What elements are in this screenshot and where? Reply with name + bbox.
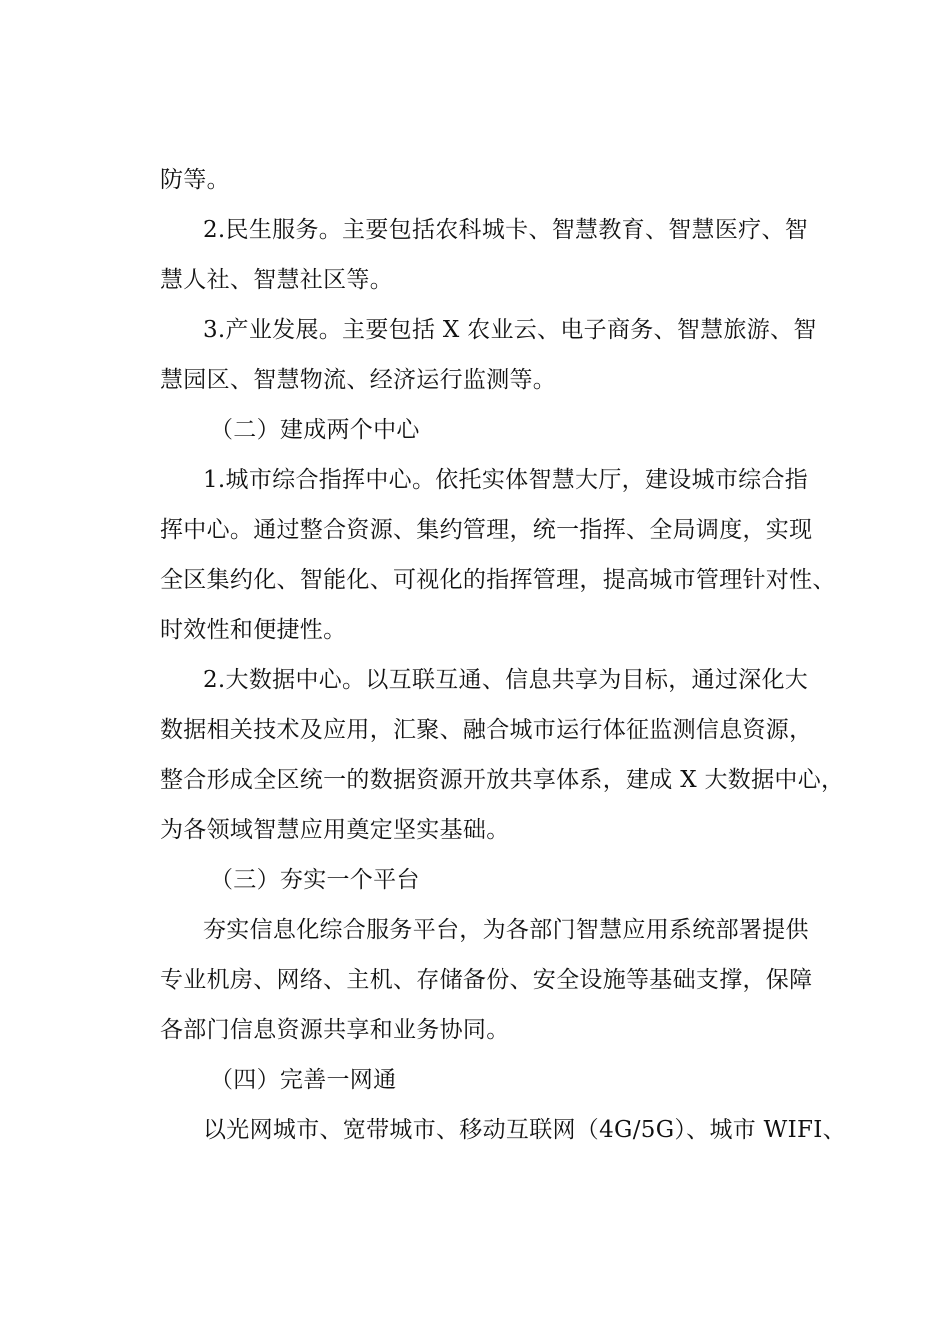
- text-line: 整合形成全区统一的数据资源开放共享体系，建成 X 大数据中心，: [160, 767, 845, 793]
- section-heading-one-network: （四）完善一网通: [210, 1067, 397, 1093]
- text-line: 为各领域智慧应用奠定坚实基础。: [160, 817, 510, 843]
- paragraph-network: 以光网城市、宽带城市、移动互联网（4G/5G）、城市 WIFI、: [203, 1117, 846, 1143]
- text-line: 全区集约化、智能化、可视化的指挥管理，提高城市管理针对性、: [160, 567, 836, 593]
- text-line: 数据相关技术及应用，汇聚、融合城市运行体征监测信息资源，: [160, 717, 813, 743]
- text-line: 防等。: [160, 167, 230, 193]
- section-heading-two-centers: （二）建成两个中心: [210, 417, 420, 443]
- text-line: 各部门信息资源共享和业务协同。: [160, 1017, 510, 1043]
- text-line: 时效性和便捷性。: [160, 617, 347, 643]
- paragraph-big-data-center: 2.大数据中心。以互联互通、信息共享为目标，通过深化大: [203, 667, 809, 693]
- text-line: 慧园区、智慧物流、经济运行监测等。: [160, 367, 557, 393]
- paragraph-livelihood-services: 2.民生服务。主要包括农科城卡、智慧教育、智慧医疗、智: [203, 217, 809, 243]
- section-heading-one-platform: （三）夯实一个平台: [210, 867, 420, 893]
- text-line: 挥中心。通过整合资源、集约管理，统一指挥、全局调度，实现: [160, 517, 813, 543]
- text-line: 专业机房、网络、主机、存储备份、安全设施等基础支撑，保障: [160, 967, 813, 993]
- paragraph-industry-development: 3.产业发展。主要包括 X 农业云、电子商务、智慧旅游、智: [203, 317, 817, 343]
- paragraph-command-center: 1.城市综合指挥中心。依托实体智慧大厅，建设城市综合指: [203, 467, 809, 493]
- paragraph-service-platform: 夯实信息化综合服务平台，为各部门智慧应用系统部署提供: [203, 917, 809, 943]
- text-line: 慧人社、智慧社区等。: [160, 267, 393, 293]
